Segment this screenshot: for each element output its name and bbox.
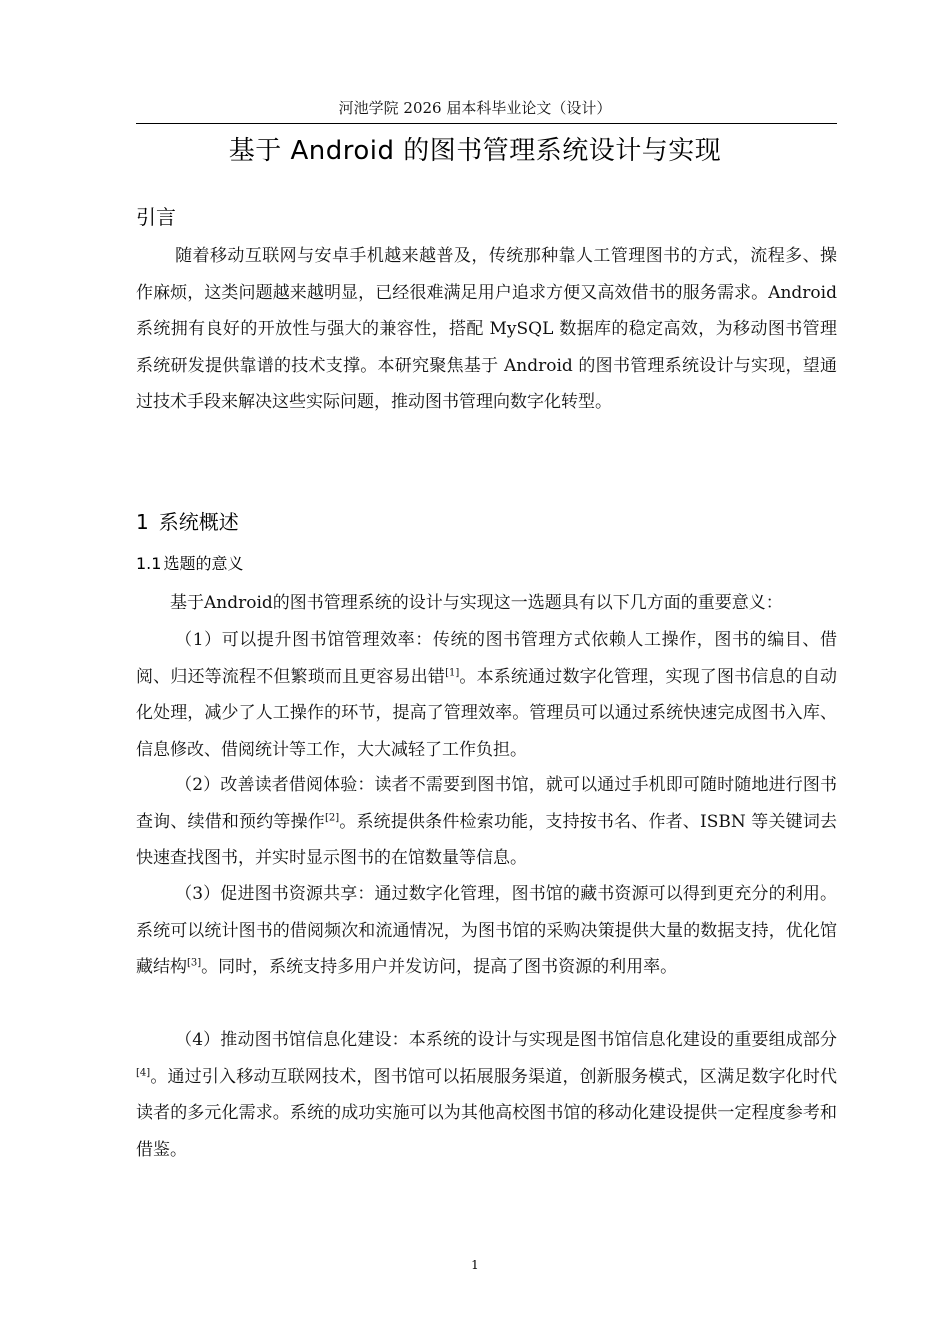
paragraph-text: 。系统提供条件检索功能，支持按书名、作者、ISBN 等关键词去快速查找图书，并实时显示图书的在馆数量等信息。 <box>136 811 837 868</box>
header-rule <box>136 123 837 124</box>
paragraph-text: （2）改善读者借阅体验：读者不需要到图书馆，就可以通过手机即可随时随地进行图书查询、续借和预约等操作 <box>136 775 837 832</box>
citation-3: [3] <box>187 957 202 969</box>
paragraph-text: 。本系统通过数字化管理，实现了图书信息的自动化处理，减少了人工操作的环节，提高了管理效率。管理员可以通过系统快速完成图书入库、信息修改、借阅统计等工作，大大减轻了工作负担。 <box>136 666 838 760</box>
citation-4: [4] <box>136 1066 151 1078</box>
citation-2: [2] <box>324 811 340 823</box>
paragraph-1 <box>136 622 837 768</box>
intro-heading: 引言 <box>136 205 176 229</box>
section-number: 1 <box>136 510 149 534</box>
paragraph-3 <box>136 876 837 986</box>
section-1-heading <box>136 506 239 535</box>
subsection-title: 选题的意义 <box>163 554 244 573</box>
section-1-1-heading <box>136 551 243 574</box>
paragraph-intro-significance: 基于Android的图书管理系统的设计与实现这一选题具有以下几方面的重要意义： <box>170 593 783 613</box>
paragraph-text: 。通过引入移动互联网技术，图书馆可以拓展服务渠道，创新服务模式，区满足数字化时代读者的多元化需求。系统的成功实施可以为其他高校图书馆的移动化建设提供一定程度参考和借鉴。 <box>136 1066 837 1160</box>
document-title: 基于 Android 的图书管理系统设计与实现 <box>228 136 722 166</box>
paragraph-2 <box>136 767 837 877</box>
subsection-number: 1.1 <box>136 554 162 573</box>
section-title: 系统概述 <box>158 510 239 534</box>
intro-paragraph: 随着移动互联网与安卓手机越来越普及，传统那种靠人工管理图书的方式，流程多、操作麻烦，这类问题越来越明显，已经很难满足用户追求方便又高效借书的服务需求。Android 系统拥有良好的开放性与强大的兼容性，搭配 MySQL 数据库的稳定高效，为移动图书管理系统研发提供靠谱的技术支撑。本研究聚焦基于 Android 的图书管理系统设计与实现，望通过技术手段来解决这些实际问题，推动图书管理向数字化转型。 <box>136 246 837 412</box>
paragraph-text: （3）促进图书资源共享：通过数字化管理，图书馆的藏书资源可以得到更充分的利用。系统可以统计图书的借阅频次和流通情况，为图书馆的采购决策提供大量的数据支持，优化馆藏结构 <box>136 884 837 977</box>
running-header: 河池学院 2026 届本科毕业论文（设计） <box>338 99 612 117</box>
paragraph-text: （1）可以提升图书馆管理效率：传统的图书管理方式依赖人工操作，图书的编目、借阅、归还等流程不但繁琐而且更容易出错 <box>136 630 837 687</box>
paragraph-text: （4）推动图书馆信息化建设：本系统的设计与实现是图书馆信息化建设的重要组成部分 <box>175 1030 837 1050</box>
paragraph-4 <box>136 1022 837 1168</box>
citation-1: [1] <box>445 666 460 678</box>
paragraph-text: 。同时，系统支持多用户并发访问，提高了图书资源的利用率。 <box>201 957 678 977</box>
page-number: 1 <box>471 1258 479 1272</box>
